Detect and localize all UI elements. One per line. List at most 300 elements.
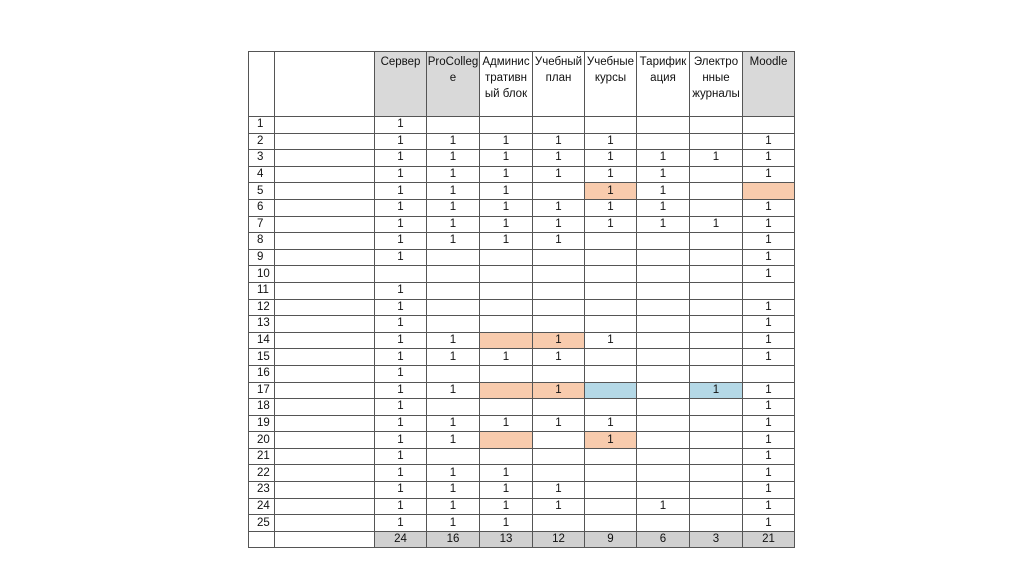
table-cell: 1 <box>743 498 795 515</box>
table-cell: 1 <box>480 150 533 167</box>
table-cell <box>690 465 743 482</box>
table-cell <box>533 448 585 465</box>
table-cell <box>637 365 690 382</box>
row-number: 9 <box>249 249 275 266</box>
row-label-cell <box>275 465 375 482</box>
table-cell: 1 <box>375 282 427 299</box>
table-cell <box>375 266 427 283</box>
column-header-line: тративн <box>485 72 527 84</box>
table-cell: 1 <box>743 349 795 366</box>
table-cell: 1 <box>585 183 637 200</box>
table-cell <box>690 266 743 283</box>
table-cell: 1 <box>427 233 480 250</box>
column-header-line: Moodle <box>749 56 788 68</box>
table-cell: 1 <box>690 216 743 233</box>
table-cell: 1 <box>480 216 533 233</box>
row-label-cell <box>275 233 375 250</box>
table-cell: 1 <box>585 332 637 349</box>
table-cell: 1 <box>743 133 795 150</box>
row-label-cell <box>275 316 375 333</box>
row-number: 14 <box>249 332 275 349</box>
table-cell <box>427 399 480 416</box>
table-row <box>249 448 795 465</box>
table-cell <box>743 183 795 200</box>
row-label-cell <box>275 166 375 183</box>
table-cell: 1 <box>743 216 795 233</box>
row-label-cell <box>275 382 375 399</box>
table-cell <box>585 316 637 333</box>
table-cell <box>533 365 585 382</box>
table-cell <box>585 282 637 299</box>
table-cell <box>480 399 533 416</box>
table-cell <box>690 233 743 250</box>
table-cell: 1 <box>533 133 585 150</box>
table-cell <box>533 266 585 283</box>
table-row <box>249 515 795 532</box>
table-cell: 1 <box>375 382 427 399</box>
table-cell <box>585 465 637 482</box>
totals-row <box>249 531 795 548</box>
table-cell: 1 <box>743 299 795 316</box>
row-number: 11 <box>249 282 275 299</box>
table-cell: 1 <box>375 448 427 465</box>
table-row <box>249 299 795 316</box>
column-header-line: e <box>449 72 457 84</box>
table-cell <box>743 117 795 134</box>
table-cell: 1 <box>375 332 427 349</box>
table-cell: 1 <box>743 515 795 532</box>
row-label-cell <box>275 365 375 382</box>
column-header-line: Учебный <box>534 56 583 68</box>
table-cell <box>427 266 480 283</box>
table-cell: 1 <box>427 415 480 432</box>
table-cell <box>533 316 585 333</box>
table-cell <box>637 233 690 250</box>
table-cell: 1 <box>480 199 533 216</box>
table-cell: 1 <box>637 166 690 183</box>
table-row <box>249 465 795 482</box>
table-row <box>249 233 795 250</box>
row-number: 10 <box>249 266 275 283</box>
row-label-cell <box>275 299 375 316</box>
table-body <box>249 117 795 548</box>
table-cell <box>690 432 743 449</box>
table-cell <box>533 515 585 532</box>
column-header <box>637 52 690 117</box>
row-number: 25 <box>249 515 275 532</box>
row-label-cell <box>275 266 375 283</box>
table-cell: 1 <box>375 117 427 134</box>
table-cell <box>637 399 690 416</box>
table-cell <box>533 249 585 266</box>
totals-blank-cell <box>275 531 375 548</box>
table-cell <box>480 266 533 283</box>
table-cell: 1 <box>480 133 533 150</box>
table-cell <box>637 117 690 134</box>
table-row <box>249 482 795 499</box>
table-cell <box>637 332 690 349</box>
table-cell <box>690 448 743 465</box>
table-cell: 1 <box>533 199 585 216</box>
table-cell: 1 <box>690 150 743 167</box>
row-label-cell <box>275 216 375 233</box>
table-cell: 1 <box>637 150 690 167</box>
table-cell: 1 <box>585 216 637 233</box>
table-cell: 1 <box>743 249 795 266</box>
column-header-line: ация <box>650 72 676 84</box>
row-label-cell <box>275 415 375 432</box>
table-cell <box>480 282 533 299</box>
table-cell <box>427 282 480 299</box>
table-cell: 1 <box>743 166 795 183</box>
table-cell: 1 <box>743 448 795 465</box>
table-cell: 1 <box>533 216 585 233</box>
table-cell <box>637 249 690 266</box>
table-cell <box>637 282 690 299</box>
table-cell: 1 <box>427 498 480 515</box>
header-index-cell <box>249 52 275 117</box>
table-cell <box>690 166 743 183</box>
table-row <box>249 332 795 349</box>
column-header-line: нные <box>702 72 730 84</box>
column-header-line: Электро <box>693 56 739 68</box>
table-cell: 1 <box>637 216 690 233</box>
column-header <box>690 52 743 117</box>
row-number: 13 <box>249 316 275 333</box>
table-cell <box>637 515 690 532</box>
row-number: 16 <box>249 365 275 382</box>
table-cell <box>690 249 743 266</box>
row-number: 12 <box>249 299 275 316</box>
table-cell <box>637 482 690 499</box>
table-cell: 1 <box>533 332 585 349</box>
row-label-cell <box>275 117 375 134</box>
table-cell <box>637 465 690 482</box>
table-cell: 1 <box>480 465 533 482</box>
table-cell <box>585 448 637 465</box>
table-row <box>249 150 795 167</box>
column-header-line: ProColleg <box>427 56 479 68</box>
table-cell: 1 <box>375 249 427 266</box>
table-cell <box>690 515 743 532</box>
table-row <box>249 266 795 283</box>
table-cell <box>585 498 637 515</box>
table-cell: 1 <box>743 316 795 333</box>
column-header-line: ый блок <box>484 88 528 100</box>
table-cell: 1 <box>480 183 533 200</box>
table-cell <box>585 399 637 416</box>
table-cell: 1 <box>427 432 480 449</box>
table-cell: 1 <box>480 515 533 532</box>
row-number: 7 <box>249 216 275 233</box>
table-cell <box>585 299 637 316</box>
total-cell: 21 <box>743 531 795 548</box>
table-cell <box>533 183 585 200</box>
table-row <box>249 432 795 449</box>
table-cell: 1 <box>375 498 427 515</box>
table-row <box>249 399 795 416</box>
table-cell <box>637 299 690 316</box>
row-number: 5 <box>249 183 275 200</box>
row-label-cell <box>275 249 375 266</box>
table-cell <box>690 332 743 349</box>
table-cell <box>690 282 743 299</box>
table-cell: 1 <box>375 399 427 416</box>
table-cell: 1 <box>427 349 480 366</box>
table-cell <box>585 365 637 382</box>
table-cell <box>533 465 585 482</box>
total-cell: 13 <box>480 531 533 548</box>
table-cell: 1 <box>743 432 795 449</box>
table-cell: 1 <box>375 133 427 150</box>
table-row <box>249 498 795 515</box>
table-cell: 1 <box>585 432 637 449</box>
table-cell <box>585 117 637 134</box>
table-cell <box>690 199 743 216</box>
column-header-line: журналы <box>692 88 740 100</box>
table-cell <box>427 365 480 382</box>
table-cell: 1 <box>480 233 533 250</box>
table-cell <box>427 117 480 134</box>
table-cell: 1 <box>637 199 690 216</box>
table-cell <box>533 399 585 416</box>
table-cell: 1 <box>427 166 480 183</box>
table-cell: 1 <box>375 482 427 499</box>
table-row <box>249 199 795 216</box>
table-cell <box>743 365 795 382</box>
table-cell: 1 <box>480 482 533 499</box>
totals-blank-cell <box>249 531 275 548</box>
table-cell: 1 <box>533 233 585 250</box>
row-label-cell <box>275 399 375 416</box>
table-row <box>249 382 795 399</box>
table-cell <box>480 299 533 316</box>
table-cell <box>637 382 690 399</box>
column-header <box>585 52 637 117</box>
table-cell: 1 <box>533 349 585 366</box>
table-cell: 1 <box>637 183 690 200</box>
table-cell <box>637 316 690 333</box>
table-cell <box>637 133 690 150</box>
table-cell <box>480 316 533 333</box>
table-cell <box>637 432 690 449</box>
row-label-cell <box>275 515 375 532</box>
table-cell <box>690 482 743 499</box>
table-cell <box>533 282 585 299</box>
table-row <box>249 249 795 266</box>
table-cell: 1 <box>743 465 795 482</box>
table-cell: 1 <box>480 415 533 432</box>
table-cell: 1 <box>585 166 637 183</box>
row-number: 18 <box>249 399 275 416</box>
row-label-cell <box>275 482 375 499</box>
table-cell: 1 <box>533 166 585 183</box>
table-cell <box>533 432 585 449</box>
table-cell: 1 <box>427 482 480 499</box>
table-cell <box>690 133 743 150</box>
table-cell <box>585 382 637 399</box>
table-cell <box>690 498 743 515</box>
table-cell <box>690 399 743 416</box>
table-cell: 1 <box>743 332 795 349</box>
table-cell <box>585 249 637 266</box>
table-cell <box>427 299 480 316</box>
row-number: 15 <box>249 349 275 366</box>
total-cell: 3 <box>690 531 743 548</box>
table-row <box>249 183 795 200</box>
table-row <box>249 166 795 183</box>
column-header <box>375 52 427 117</box>
row-number: 8 <box>249 233 275 250</box>
table-cell: 1 <box>743 150 795 167</box>
column-header-line: Админис <box>482 56 530 68</box>
table-cell: 1 <box>375 415 427 432</box>
table-row <box>249 133 795 150</box>
row-label-cell <box>275 183 375 200</box>
row-number: 23 <box>249 482 275 499</box>
table-cell <box>585 266 637 283</box>
row-label-cell <box>275 150 375 167</box>
table-cell: 1 <box>585 150 637 167</box>
table-cell <box>585 515 637 532</box>
column-header <box>480 52 533 117</box>
row-number: 1 <box>249 117 275 134</box>
table-row <box>249 282 795 299</box>
table-cell: 1 <box>743 199 795 216</box>
total-cell: 16 <box>427 531 480 548</box>
table-cell: 1 <box>533 382 585 399</box>
table-row <box>249 316 795 333</box>
table-cell <box>533 117 585 134</box>
table-cell <box>480 365 533 382</box>
table-cell: 1 <box>743 382 795 399</box>
table-cell: 1 <box>427 183 480 200</box>
row-number: 3 <box>249 150 275 167</box>
table-cell: 1 <box>427 216 480 233</box>
row-label-cell <box>275 282 375 299</box>
table-cell: 1 <box>480 349 533 366</box>
table-cell: 1 <box>743 415 795 432</box>
table-cell <box>427 316 480 333</box>
table-cell <box>480 432 533 449</box>
table-cell <box>585 482 637 499</box>
table-cell <box>480 382 533 399</box>
row-label-cell <box>275 133 375 150</box>
table-cell <box>690 316 743 333</box>
column-header-line: Учебные <box>586 56 635 68</box>
table-cell: 1 <box>375 432 427 449</box>
table-cell: 1 <box>427 515 480 532</box>
total-cell: 9 <box>585 531 637 548</box>
table-cell: 1 <box>480 498 533 515</box>
row-number: 6 <box>249 199 275 216</box>
column-header-line: Сервер <box>380 56 421 68</box>
table-cell: 1 <box>743 233 795 250</box>
column-header <box>533 52 585 117</box>
table-cell: 1 <box>637 498 690 515</box>
table-cell: 1 <box>375 166 427 183</box>
table-cell <box>585 233 637 250</box>
table-cell: 1 <box>375 299 427 316</box>
column-header-line: план <box>545 72 572 84</box>
table-cell: 1 <box>375 515 427 532</box>
table-cell <box>690 415 743 432</box>
table-row <box>249 117 795 134</box>
table-cell <box>637 448 690 465</box>
row-number: 17 <box>249 382 275 399</box>
table-cell <box>690 349 743 366</box>
table-cell: 1 <box>585 133 637 150</box>
row-number: 4 <box>249 166 275 183</box>
header-blank-cell <box>275 52 375 117</box>
table-row <box>249 349 795 366</box>
column-header-line: Тарифик <box>639 56 687 68</box>
table-row <box>249 365 795 382</box>
row-label-cell <box>275 448 375 465</box>
table-cell: 1 <box>743 482 795 499</box>
table-row <box>249 415 795 432</box>
row-label-cell <box>275 332 375 349</box>
table-cell: 1 <box>427 465 480 482</box>
column-header <box>743 52 795 117</box>
table-cell <box>637 266 690 283</box>
row-number: 24 <box>249 498 275 515</box>
table-cell <box>743 282 795 299</box>
table-cell <box>533 299 585 316</box>
table-cell <box>480 332 533 349</box>
row-number: 22 <box>249 465 275 482</box>
row-label-cell <box>275 432 375 449</box>
table-cell <box>427 448 480 465</box>
row-number: 20 <box>249 432 275 449</box>
table-cell <box>480 448 533 465</box>
column-header <box>427 52 480 117</box>
total-cell: 6 <box>637 531 690 548</box>
table-cell: 1 <box>480 166 533 183</box>
header-row <box>249 52 795 117</box>
table-cell: 1 <box>585 199 637 216</box>
table-cell: 1 <box>375 199 427 216</box>
row-label-cell <box>275 199 375 216</box>
table-cell <box>585 349 637 366</box>
row-number: 19 <box>249 415 275 432</box>
table-cell <box>690 117 743 134</box>
total-cell: 24 <box>375 531 427 548</box>
row-label-cell <box>275 349 375 366</box>
table-cell: 1 <box>743 399 795 416</box>
table-cell <box>690 365 743 382</box>
table-cell: 1 <box>427 199 480 216</box>
table-cell: 1 <box>533 498 585 515</box>
table-cell: 1 <box>375 316 427 333</box>
table-cell <box>690 299 743 316</box>
table-cell <box>637 349 690 366</box>
table-cell <box>637 415 690 432</box>
data-table <box>248 51 795 548</box>
table-cell: 1 <box>375 465 427 482</box>
column-header-line: курсы <box>594 72 627 84</box>
table-cell: 1 <box>585 415 637 432</box>
table-cell: 1 <box>427 150 480 167</box>
total-cell: 12 <box>533 531 585 548</box>
table-cell: 1 <box>427 332 480 349</box>
table-cell: 1 <box>533 150 585 167</box>
row-number: 21 <box>249 448 275 465</box>
table-cell: 1 <box>743 266 795 283</box>
table-cell: 1 <box>375 216 427 233</box>
table-row <box>249 216 795 233</box>
table-cell <box>480 249 533 266</box>
